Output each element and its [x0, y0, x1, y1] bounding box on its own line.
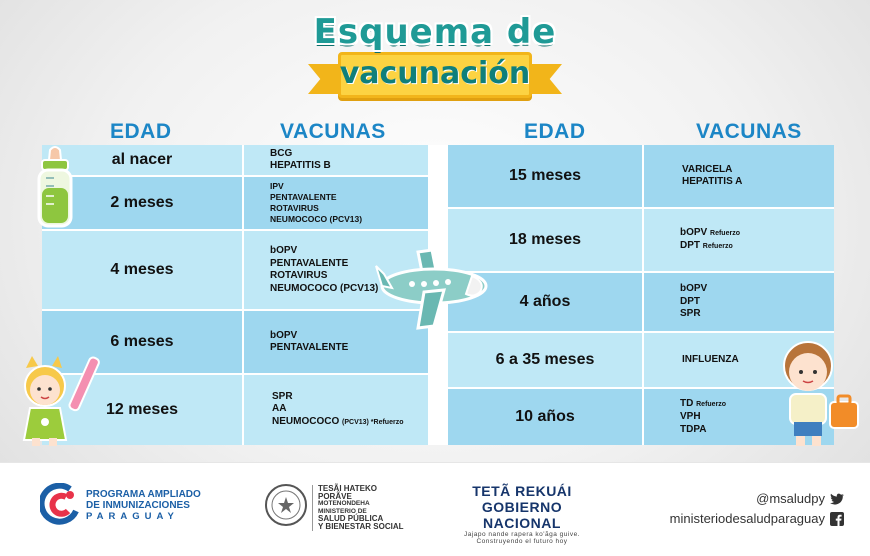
vaccine-cell: [242, 375, 428, 445]
vaccine-item: DPT: [680, 295, 700, 307]
vaccine-name: DPT: [680, 240, 700, 251]
vaccine-item: NEUMOCOCO (PCV13): [270, 282, 379, 294]
vaccine-cell: [642, 145, 834, 207]
vaccine-cell: [242, 177, 428, 229]
vaccine-item: VPH: [680, 411, 701, 423]
gov-line-6: Y BIENESTAR SOCIAL: [318, 521, 404, 531]
header-vacunas-right: VACUNAS: [696, 120, 802, 143]
twitter-link[interactable]: [670, 489, 844, 509]
header-vacunas-left: VACUNAS: [280, 120, 386, 143]
vaccine-item: bOPV: [680, 283, 708, 295]
vaccine-name: NEUMOCOCO: [272, 415, 340, 427]
vaccine-cell: [242, 145, 428, 175]
facebook-link[interactable]: [670, 509, 844, 529]
age-cell: 4 años: [519, 293, 571, 310]
vaccine-item: HEPATITIS B: [270, 160, 331, 171]
age-cell: 2 meses: [110, 194, 174, 211]
gov-line-2: PORÃVE: [318, 491, 352, 501]
title-line-2: vacunación: [339, 56, 531, 91]
baby-bottle-icon: [30, 146, 80, 230]
vaccine-note: Refuerzo: [702, 243, 733, 250]
pai-logo: [40, 483, 82, 525]
age-cell: al nacer: [111, 151, 173, 168]
vaccine-item: PENTAVALENTE: [270, 342, 349, 353]
vaccine-item: HEPATITIS A: [682, 176, 743, 187]
pai-line-2: DE INMUNIZACIONES: [86, 500, 190, 511]
vaccine-item: ROTAVIRUS: [270, 270, 328, 281]
vaccine-item: bOPV: [270, 329, 298, 341]
gov-line-1: TESÃI HATEKO: [318, 484, 377, 493]
vaccine-item: AA: [272, 403, 287, 415]
table-row: [42, 145, 428, 175]
paraguay-seal: [264, 483, 308, 527]
title-line-1: Esquema de: [313, 12, 557, 52]
table-row: [448, 207, 834, 271]
vaccine-item: IPV: [270, 181, 284, 191]
age-cell: 6 meses: [110, 333, 174, 350]
teta-line-3: Jajapo nande rapera ko'ãga guive.: [463, 531, 581, 538]
teta-line-2: GOBIERNO NACIONAL: [481, 499, 563, 531]
pai-line-3: PARAGUAY: [86, 511, 179, 522]
header-edad-right: EDAD: [524, 120, 586, 143]
teta-line-4: Construyendo el futuro hoy: [476, 538, 568, 545]
vaccine-item: [680, 227, 834, 241]
twitter-icon: [830, 493, 844, 505]
vaccine-item: SPR: [272, 390, 293, 402]
table-row: [42, 175, 428, 229]
age-cell: 18 meses: [508, 231, 582, 248]
vaccine-item: PENTAVALENTE: [270, 257, 349, 269]
header-edad-left: EDAD: [110, 120, 172, 143]
vaccine-item: VARICELA: [682, 163, 733, 175]
gov-ministry-text: [318, 485, 404, 530]
vaccine-cell: [642, 209, 834, 271]
table-row: [42, 229, 428, 309]
table-row: [448, 145, 834, 207]
gov-line-5: SALUD PÚBLICA: [318, 514, 384, 523]
teta-line-1: TETÃ REKUÁI: [472, 483, 572, 499]
vaccine-item: BCG: [270, 147, 293, 159]
age-cell: 10 años: [515, 408, 575, 425]
girl-illustration: [16, 352, 108, 448]
vaccine-note: (PCV13) *Refuerzo: [342, 418, 404, 426]
airplane-icon: [372, 246, 492, 332]
vaccine-name: bOPV: [680, 226, 708, 238]
gov-line-3: MOTENONDEHA: [318, 500, 370, 507]
vaccine-item: INFLUENZA: [682, 353, 739, 365]
pai-line-1: PROGRAMA AMPLIADO: [86, 489, 201, 500]
gov-line-4: MINISTERIO DE: [318, 507, 367, 515]
vaccine-item: SPR: [680, 308, 701, 320]
pai-name: [86, 489, 201, 522]
age-cell: 4 meses: [110, 261, 174, 278]
vaccine-item: [272, 416, 428, 430]
teta-rekuai-logo: [452, 483, 592, 545]
facebook-handle: ministeriodesaludparaguay: [669, 511, 825, 526]
boy-illustration: [772, 336, 864, 448]
twitter-handle: @msaludpy: [756, 491, 825, 506]
vaccine-item: NEUMOCOCO (PCV13): [270, 214, 363, 224]
vaccine-item: TDPA: [680, 423, 707, 435]
vaccine-cell: [642, 273, 834, 331]
age-cell: 12 meses: [105, 401, 179, 418]
age-cell: 15 meses: [508, 167, 582, 184]
facebook-icon: [830, 512, 844, 526]
seal-divider: [312, 485, 313, 531]
title-banner: [300, 6, 570, 112]
vaccine-item: PENTAVALENTE: [270, 192, 337, 202]
table-row: [448, 271, 834, 331]
vaccine-note: Refuerzo: [710, 229, 740, 237]
vaccine-item: ROTAVIRUS: [270, 203, 319, 213]
vaccine-name: TD: [680, 397, 694, 409]
age-cell: 6 a 35 meses: [495, 351, 595, 368]
vaccine-item: [680, 240, 834, 254]
vaccine-item: bOPV: [270, 245, 298, 256]
footer: [0, 462, 870, 556]
social-links: [670, 489, 844, 529]
vaccine-note: Refuerzo: [696, 400, 727, 408]
